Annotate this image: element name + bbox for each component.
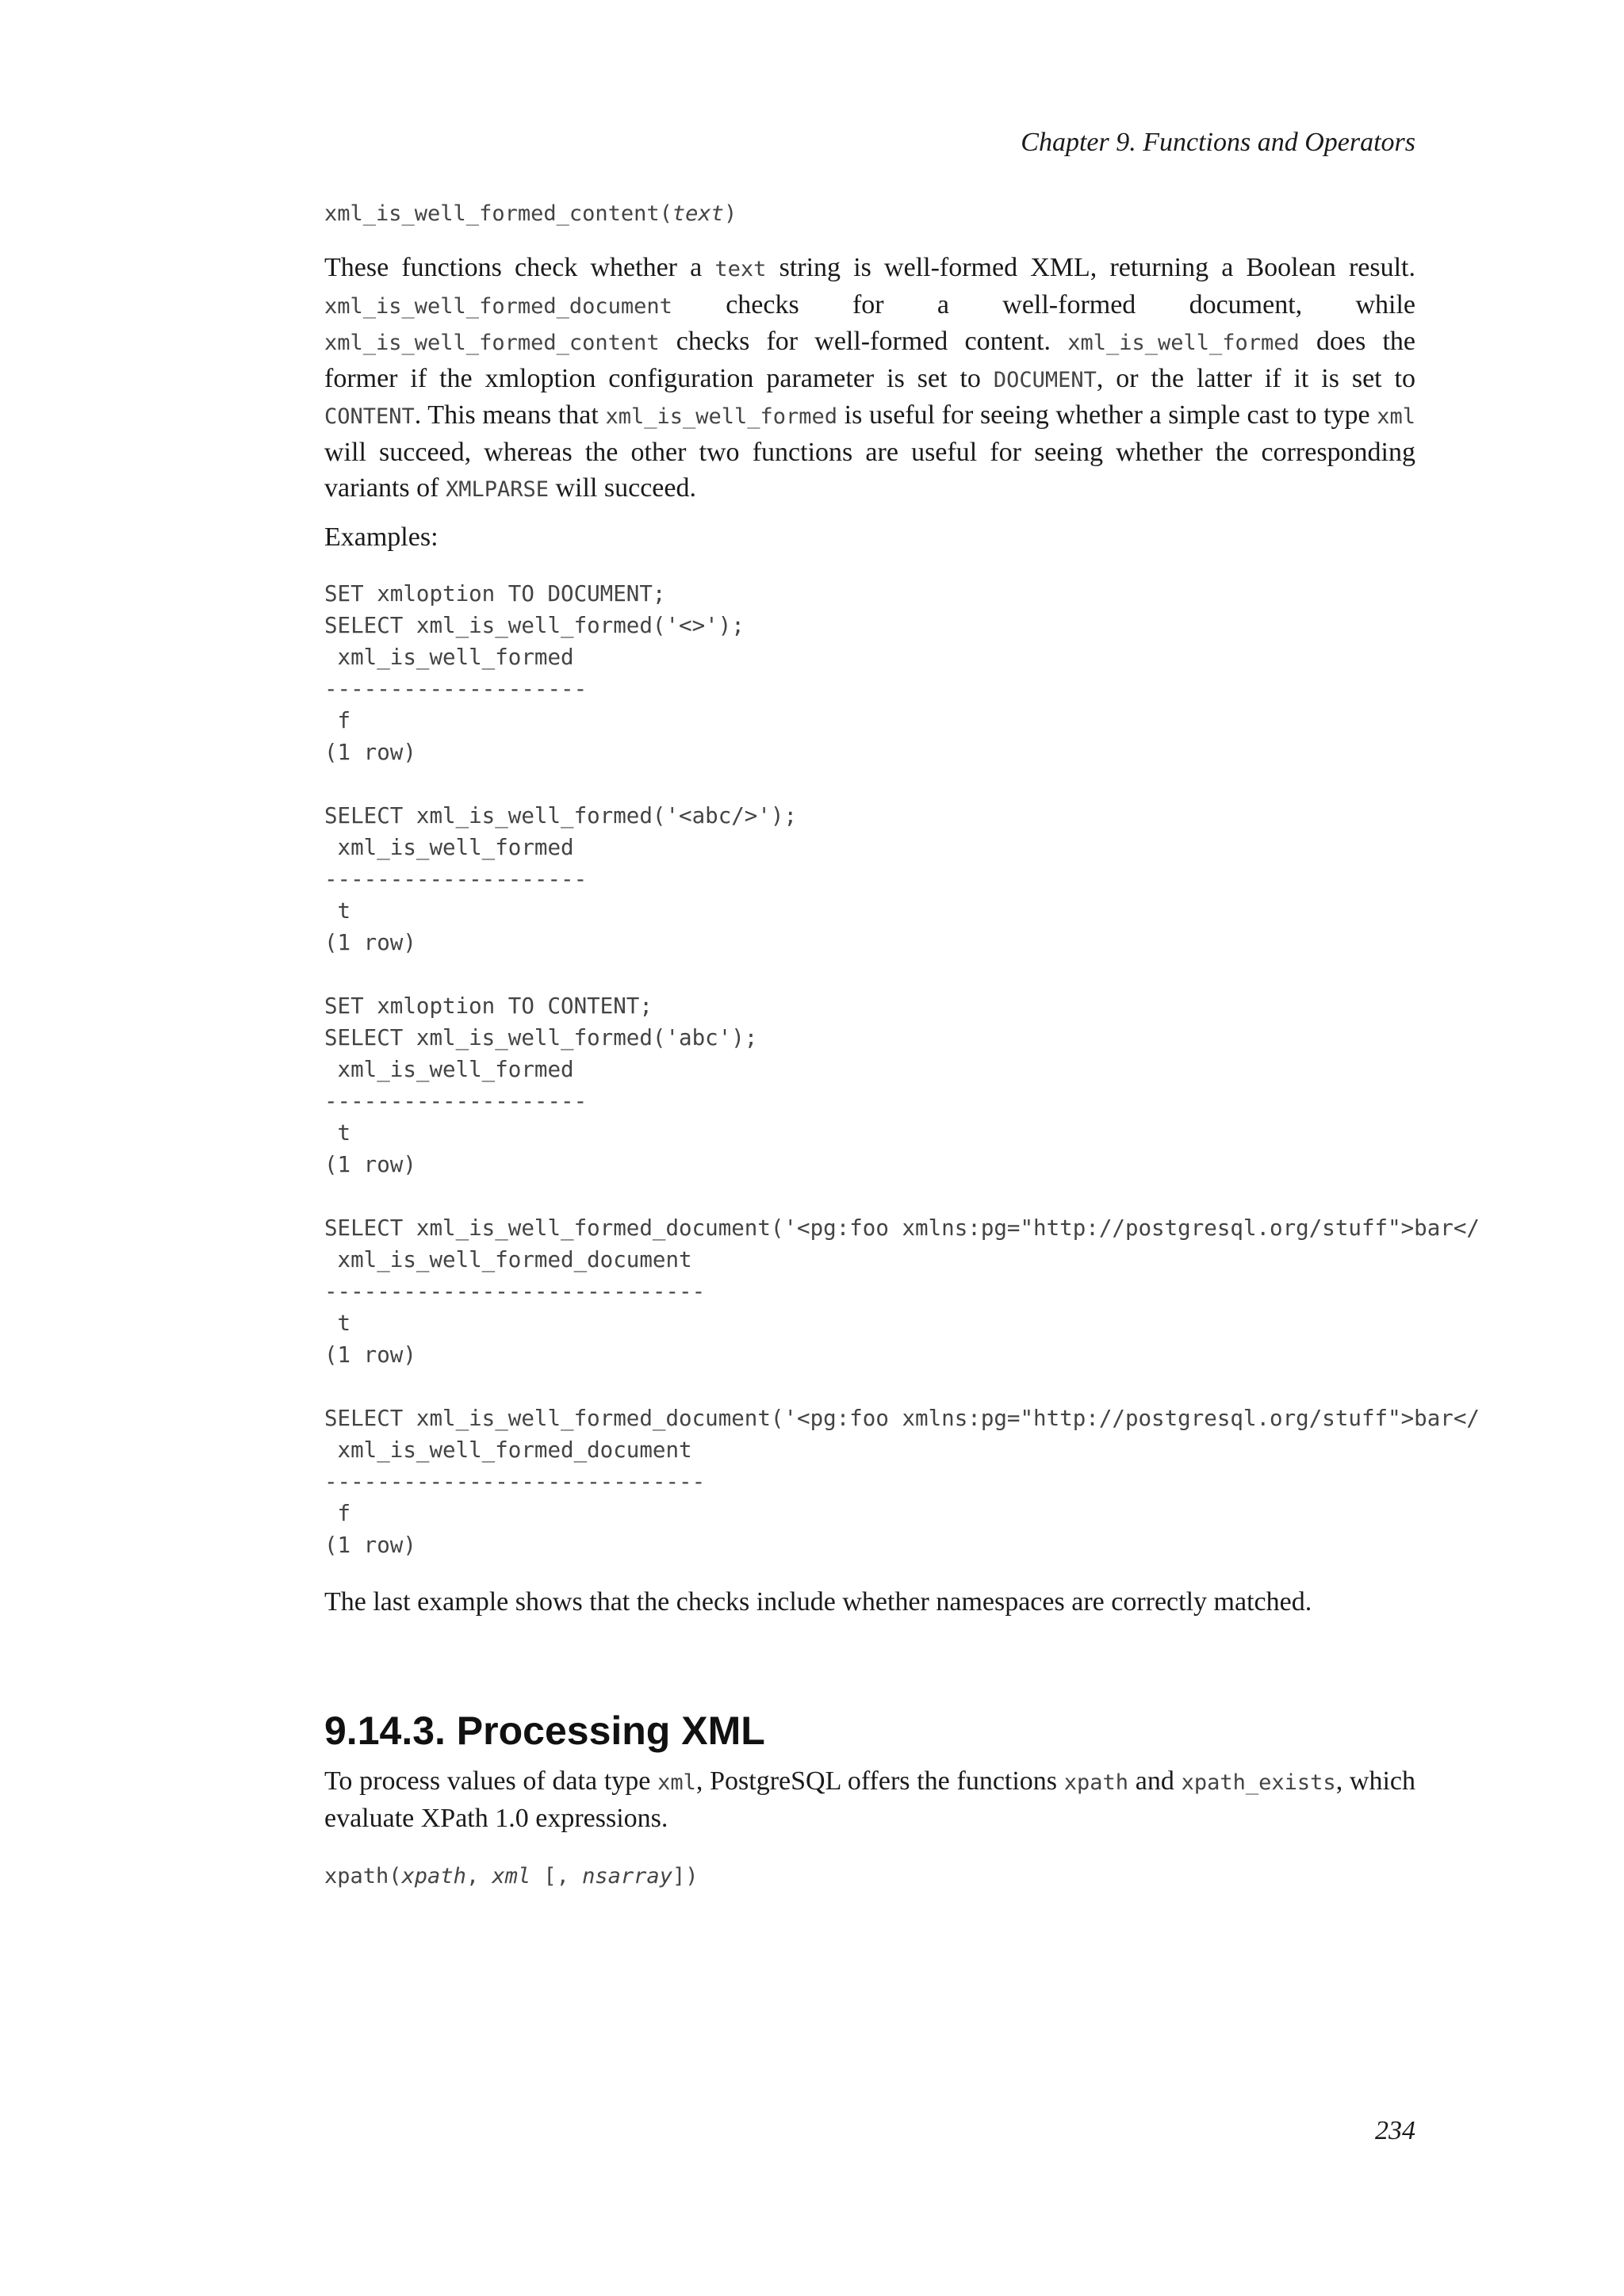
code-line: ----------------------------- bbox=[324, 1468, 706, 1494]
code-line: (1 row) bbox=[324, 1151, 416, 1177]
code-line: f bbox=[324, 1500, 351, 1526]
signature-close: ]) bbox=[672, 1863, 699, 1888]
function-name: xpath( bbox=[324, 1863, 402, 1888]
code-line: SELECT xml_is_well_formed('<abc/>'); bbox=[324, 802, 798, 828]
inline-code: xml bbox=[657, 1770, 696, 1796]
inline-code: text bbox=[714, 257, 767, 281]
code-line: xml_is_well_formed bbox=[324, 834, 574, 860]
inline-code: CONTENT bbox=[324, 404, 415, 430]
inline-code: xpath_exists bbox=[1181, 1770, 1336, 1796]
code-line: t bbox=[324, 1310, 351, 1336]
function-name: xml_is_well_formed_content( bbox=[324, 201, 672, 226]
inline-code: xml bbox=[1377, 404, 1415, 430]
code-line: ----------------------------- bbox=[324, 1278, 706, 1304]
page-number: 234 bbox=[1375, 2116, 1415, 2145]
code-line bbox=[324, 959, 1624, 990]
closing-paragraph: The last example shows that the checks include whether namespaces are correctly matched. bbox=[324, 1586, 1312, 1617]
code-example-block bbox=[324, 578, 1624, 1561]
code-line: xml_is_well_formed_document bbox=[324, 1437, 692, 1463]
code-line: SELECT xml_is_well_formed_document('<pg:foo xmlns:pg="http://postgresql.org/stuff">bar</ bbox=[324, 1215, 1480, 1241]
description-paragraph: These functions check whether a text string is well-formed XML, returning a Boolean result. xml_is_well_formed_document checks for a well-formed document, while xml_is_well_formed_content checks for well-formed content. xml_is_well_formed does the former if the xmloption configuration parameter is set to DOCUMENT, or the latter if it is set to CONTENT. This means that xml_is_well_formed is useful for seeing whether a simple cast to type xml will succeed, whereas the other two functions are useful for seeing whether the corresponding variants of XMLPARSE will succeed. bbox=[324, 253, 1416, 503]
inline-code: xml_is_well_formed_document bbox=[324, 293, 672, 319]
inline-code: xpath bbox=[1063, 1770, 1129, 1796]
code-line: SET xmloption TO DOCUMENT; bbox=[324, 580, 666, 607]
running-header: Chapter 9. Functions and Operators bbox=[1021, 128, 1415, 157]
function-signature-content bbox=[324, 198, 1415, 230]
code-line: SELECT xml_is_well_formed('<>'); bbox=[324, 612, 745, 638]
code-line: xml_is_well_formed_document bbox=[324, 1246, 692, 1272]
code-line: -------------------- bbox=[324, 866, 588, 892]
function-argument: text bbox=[672, 201, 724, 226]
page-content bbox=[324, 198, 1480, 1892]
function-signature-xpath: xpath(xpath, xml [, nsarray]) bbox=[324, 1863, 699, 1888]
code-line: xml_is_well_formed bbox=[324, 644, 574, 670]
code-line: (1 row) bbox=[324, 739, 416, 765]
inline-code: DOCUMENT bbox=[993, 367, 1097, 392]
function-argument: nsarray bbox=[582, 1863, 672, 1888]
code-line: -------------------- bbox=[324, 1088, 588, 1114]
examples-label: Examples: bbox=[324, 522, 439, 553]
section-paragraph: To process values of data type xml, PostgreSQL offers the functions xpath and xpath_exists, which evaluate XPath 1.0 expressions. bbox=[324, 1766, 1416, 1833]
code-line bbox=[324, 1371, 1624, 1402]
code-line: t bbox=[324, 1119, 351, 1146]
section-heading: 9.14.3. Processing XML bbox=[324, 1709, 765, 1754]
code-line: SELECT xml_is_well_formed_document('<pg:foo xmlns:pg="http://postgresql.org/stuff">bar</ bbox=[324, 1405, 1480, 1431]
code-line: f bbox=[324, 707, 351, 733]
code-line: -------------------- bbox=[324, 675, 588, 702]
code-line: SET xmloption TO CONTENT; bbox=[324, 993, 653, 1019]
inline-code: xml_is_well_formed bbox=[605, 404, 838, 430]
code-line: (1 row) bbox=[324, 1341, 416, 1368]
inline-code: XMLPARSE bbox=[445, 476, 549, 502]
function-argument: xpath bbox=[401, 1863, 466, 1888]
signature-close: ) bbox=[723, 201, 737, 226]
code-line bbox=[324, 768, 1624, 800]
code-line bbox=[324, 1181, 1624, 1212]
function-argument: xml bbox=[492, 1863, 531, 1888]
code-line: (1 row) bbox=[324, 929, 416, 955]
code-line: xml_is_well_formed bbox=[324, 1056, 574, 1082]
inline-code: xml_is_well_formed_content bbox=[324, 331, 660, 356]
code-line: (1 row) bbox=[324, 1532, 416, 1558]
code-line: t bbox=[324, 897, 351, 924]
code-line: SELECT xml_is_well_formed('abc'); bbox=[324, 1024, 758, 1050]
inline-code: xml_is_well_formed bbox=[1067, 331, 1300, 356]
